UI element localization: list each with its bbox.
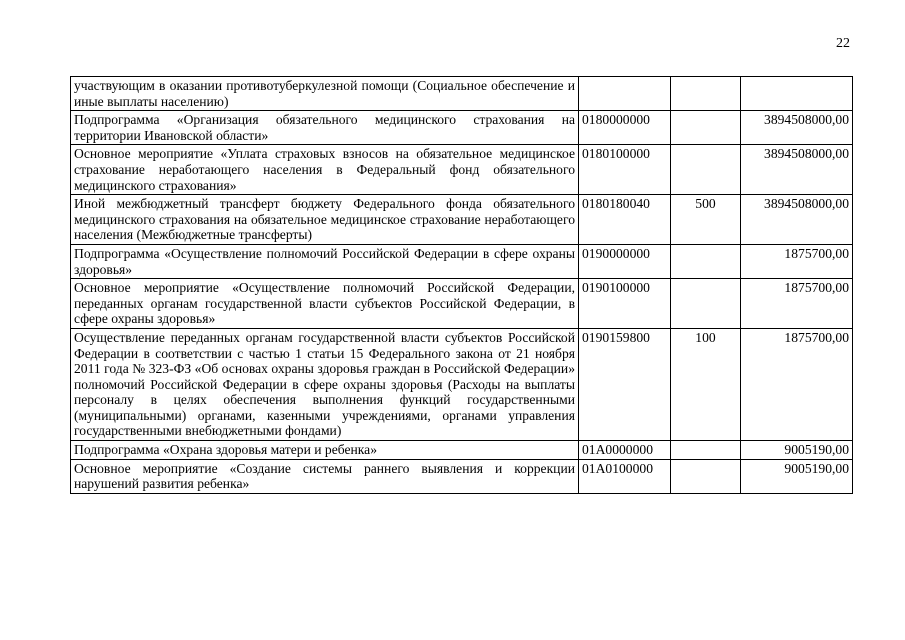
row-expense-type (671, 441, 741, 460)
row-expense-type (671, 77, 741, 111)
page-number: 22 (836, 36, 850, 51)
row-expense-type (671, 244, 741, 278)
row-amount: 3894508000,00 (741, 111, 853, 145)
table-row (71, 459, 853, 493)
row-amount: 1875700,00 (741, 244, 853, 278)
row-amount: 1875700,00 (741, 279, 853, 329)
table-row (71, 328, 853, 440)
row-amount (741, 77, 853, 111)
row-target-code (579, 77, 671, 111)
row-expense-type (671, 145, 741, 195)
row-target-code: 01А0100000 (579, 459, 671, 493)
row-amount: 1875700,00 (741, 328, 853, 440)
row-target-code: 0190100000 (579, 279, 671, 329)
row-amount: 3894508000,00 (741, 195, 853, 245)
row-expense-type (671, 111, 741, 145)
table-row (71, 441, 853, 460)
row-amount: 9005190,00 (741, 459, 853, 493)
budget-table (70, 76, 853, 494)
row-target-code: 0180000000 (579, 111, 671, 145)
row-target-code: 01А0000000 (579, 441, 671, 460)
row-amount: 3894508000,00 (741, 145, 853, 195)
row-name: Основное мероприятие «Уплата страховых взносов на обязательное медицинское страхование неработающего населения в Федеральный фонд обязательного медицинского страхования» (71, 145, 579, 195)
table-row (71, 77, 853, 111)
row-target-code: 0180100000 (579, 145, 671, 195)
row-name: участвующим в оказании противотуберкулезной помощи (Социальное обеспечение и иные выплаты населению) (71, 77, 579, 111)
row-name: Иной межбюджетный трансферт бюджету Федерального фонда обязательного медицинского страхования на обязательное медицинское страхование неработающего населения (Межбюджетные трансферты) (71, 195, 579, 245)
row-expense-type (671, 459, 741, 493)
row-target-code: 0190159800 (579, 328, 671, 440)
table-row (71, 111, 853, 145)
table-row (71, 279, 853, 329)
row-name: Подпрограмма «Организация обязательного медицинского страхования на территории Ивановской области» (71, 111, 579, 145)
table-row (71, 195, 853, 245)
row-name: Основное мероприятие «Создание системы раннего выявления и коррекции нарушений развития ребенка» (71, 459, 579, 493)
row-name: Основное мероприятие «Осуществление полномочий Российской Федерации, переданных органам государственной власти субъектов Российской Федерации, в сфере охраны здоровья» (71, 279, 579, 329)
row-expense-type: 100 (671, 328, 741, 440)
row-name: Подпрограмма «Осуществление полномочий Российской Федерации в сфере охраны здоровья» (71, 244, 579, 278)
row-name: Осуществление переданных органам государственной власти субъектов Российской Федерации в соответствии с частью 1 статьи 15 Федерального закона от 21 ноября 2011 года № 323-ФЗ «Об основах охраны здоровья граждан в Российской Федерации» полномочий Российской Федерации в сфере охраны здоровья (Расходы на выплаты персоналу в целях обеспечения выполнения функций государственными (муниципальными) органами, казенными учреждениями, органами управления государственными внебюджетными фондами) (71, 328, 579, 440)
table-row (71, 244, 853, 278)
row-target-code: 0190000000 (579, 244, 671, 278)
row-amount: 9005190,00 (741, 441, 853, 460)
row-target-code: 0180180040 (579, 195, 671, 245)
table-row (71, 145, 853, 195)
row-expense-type (671, 279, 741, 329)
row-expense-type: 500 (671, 195, 741, 245)
row-name: Подпрограмма «Охрана здоровья матери и ребенка» (71, 441, 579, 460)
